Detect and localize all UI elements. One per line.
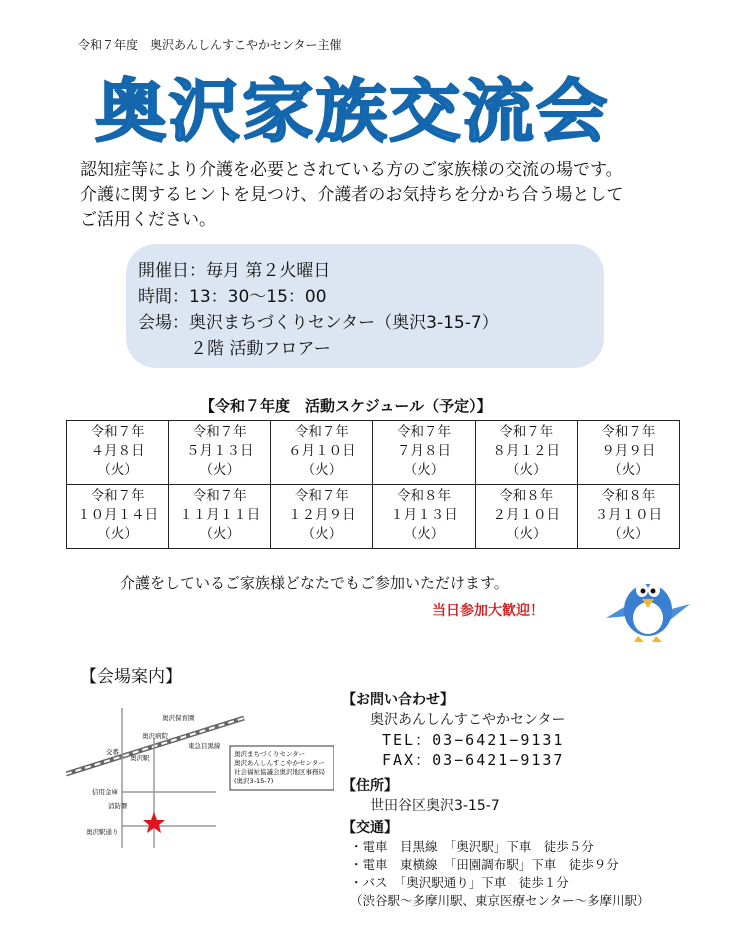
inquiry-heading: 【お問い合わせ】 — [342, 692, 454, 708]
venue-map — [66, 708, 334, 848]
address-heading: 【住所】 — [342, 778, 398, 794]
info-date: 開催日：毎月 第２火曜日 — [138, 261, 331, 281]
bird-mascot-icon — [598, 566, 698, 646]
map-label-koban: 交番 — [106, 748, 119, 756]
center-name: 奥沢あんしんすこやかセンター — [370, 712, 566, 728]
schedule-cell: 令和７年 １０月１４日 （火） — [67, 485, 169, 549]
schedule-title: 【令和７年度 活動スケジュール（予定）】 — [200, 397, 492, 415]
map-box-line: 奥沢まちづくりセンター — [234, 750, 306, 758]
schedule-cell: 令和７年 ６月１０日 （火） — [271, 421, 373, 485]
schedule-cell: 令和７年 １１月１１日 （火） — [169, 485, 271, 549]
map-label-eki: 奥沢駅 — [130, 754, 150, 762]
map-label-shobo: 消防署 — [108, 802, 128, 810]
address-text: 世田谷区奥沢3-15-7 — [370, 798, 500, 814]
transport-item: ・バス 「奥沢駅通り」下車 徒歩１分 — [350, 875, 569, 890]
schedule-cell: 令和８年 ２月１０日 （火） — [475, 485, 577, 549]
map-label-line: 東急目黒線 — [188, 742, 221, 750]
map-box-line: (奥沢3-15-7) — [234, 777, 274, 785]
transport-list — [342, 838, 650, 910]
info-time: 時間：13：30〜15：00 — [138, 287, 327, 307]
map-label-hospital: 奥沢病院 — [142, 732, 168, 740]
intro-line: ご活用ください。 — [80, 210, 216, 230]
intro-text — [80, 158, 700, 233]
organizer-text: 令和７年度 奥沢あんしんすこやかセンター主催 — [78, 38, 342, 52]
schedule-cell: 令和８年 １月１３日 （火） — [373, 485, 475, 549]
contact-block — [342, 690, 650, 910]
map-box-line: 社会福祉協議会奥沢地区事務局 — [234, 768, 325, 776]
schedule-cell: 令和７年 ４月８日 （火） — [67, 421, 169, 485]
everyone-welcome-text: 介護をしているご家族様どなたでもご参加いただけます。 — [120, 574, 509, 592]
venue-guide-heading: 【会場案内】 — [80, 667, 182, 687]
map-box-line: 奥沢あんしんすこやかセンター — [234, 759, 325, 767]
info-box — [126, 244, 604, 368]
map-label-kinko: 信用金庫 — [92, 788, 118, 796]
fax-number: FAX：03−6421−9137 — [382, 751, 565, 769]
intro-line: 認知症等により介護を必要とされている方のご家族様の交流の場です。 — [80, 160, 623, 180]
info-floor: ２階 活動フロアー — [190, 339, 331, 359]
map-label-hoikuen: 奥沢保育園 — [162, 714, 195, 722]
transport-heading: 【交通】 — [342, 820, 398, 836]
transport-item: ・電車 目黒線 「奥沢駅」下車 徒歩５分 — [350, 839, 594, 854]
schedule-cell: 令和７年 １２月９日 （火） — [271, 485, 373, 549]
schedule-row — [67, 421, 680, 485]
transport-item: （渋谷駅〜多摩川駅、東京医療センター〜多摩川駅） — [350, 893, 650, 908]
transport-item: ・電車 東横線 「田園調布駅」下車 徒歩９分 — [350, 857, 619, 872]
intro-line: 介護に関するヒントを見つけ、介護者のお気持ちを分かち合う場として — [80, 185, 624, 205]
schedule-cell: 令和７年 ９月９日 （火） — [577, 421, 679, 485]
schedule-cell: 令和７年 ８月１２日 （火） — [475, 421, 577, 485]
info-venue: 会場：奥沢まちづくりセンター（奥沢3-15-7） — [138, 313, 499, 333]
map-label-dori: 奥沢駅通り — [86, 828, 119, 836]
schedule-table — [66, 420, 680, 549]
page-title: 奥沢家族交流会 — [95, 73, 610, 152]
same-day-welcome: 当日参加大歓迎！ — [432, 603, 544, 619]
schedule-row — [67, 485, 680, 549]
schedule-cell: 令和７年 ５月１３日 （火） — [169, 421, 271, 485]
schedule-cell: 令和８年 ３月１０日 （火） — [577, 485, 679, 549]
schedule-cell: 令和７年 ７月８日 （火） — [373, 421, 475, 485]
tel-number: TEL：03−6421−9131 — [382, 731, 565, 749]
